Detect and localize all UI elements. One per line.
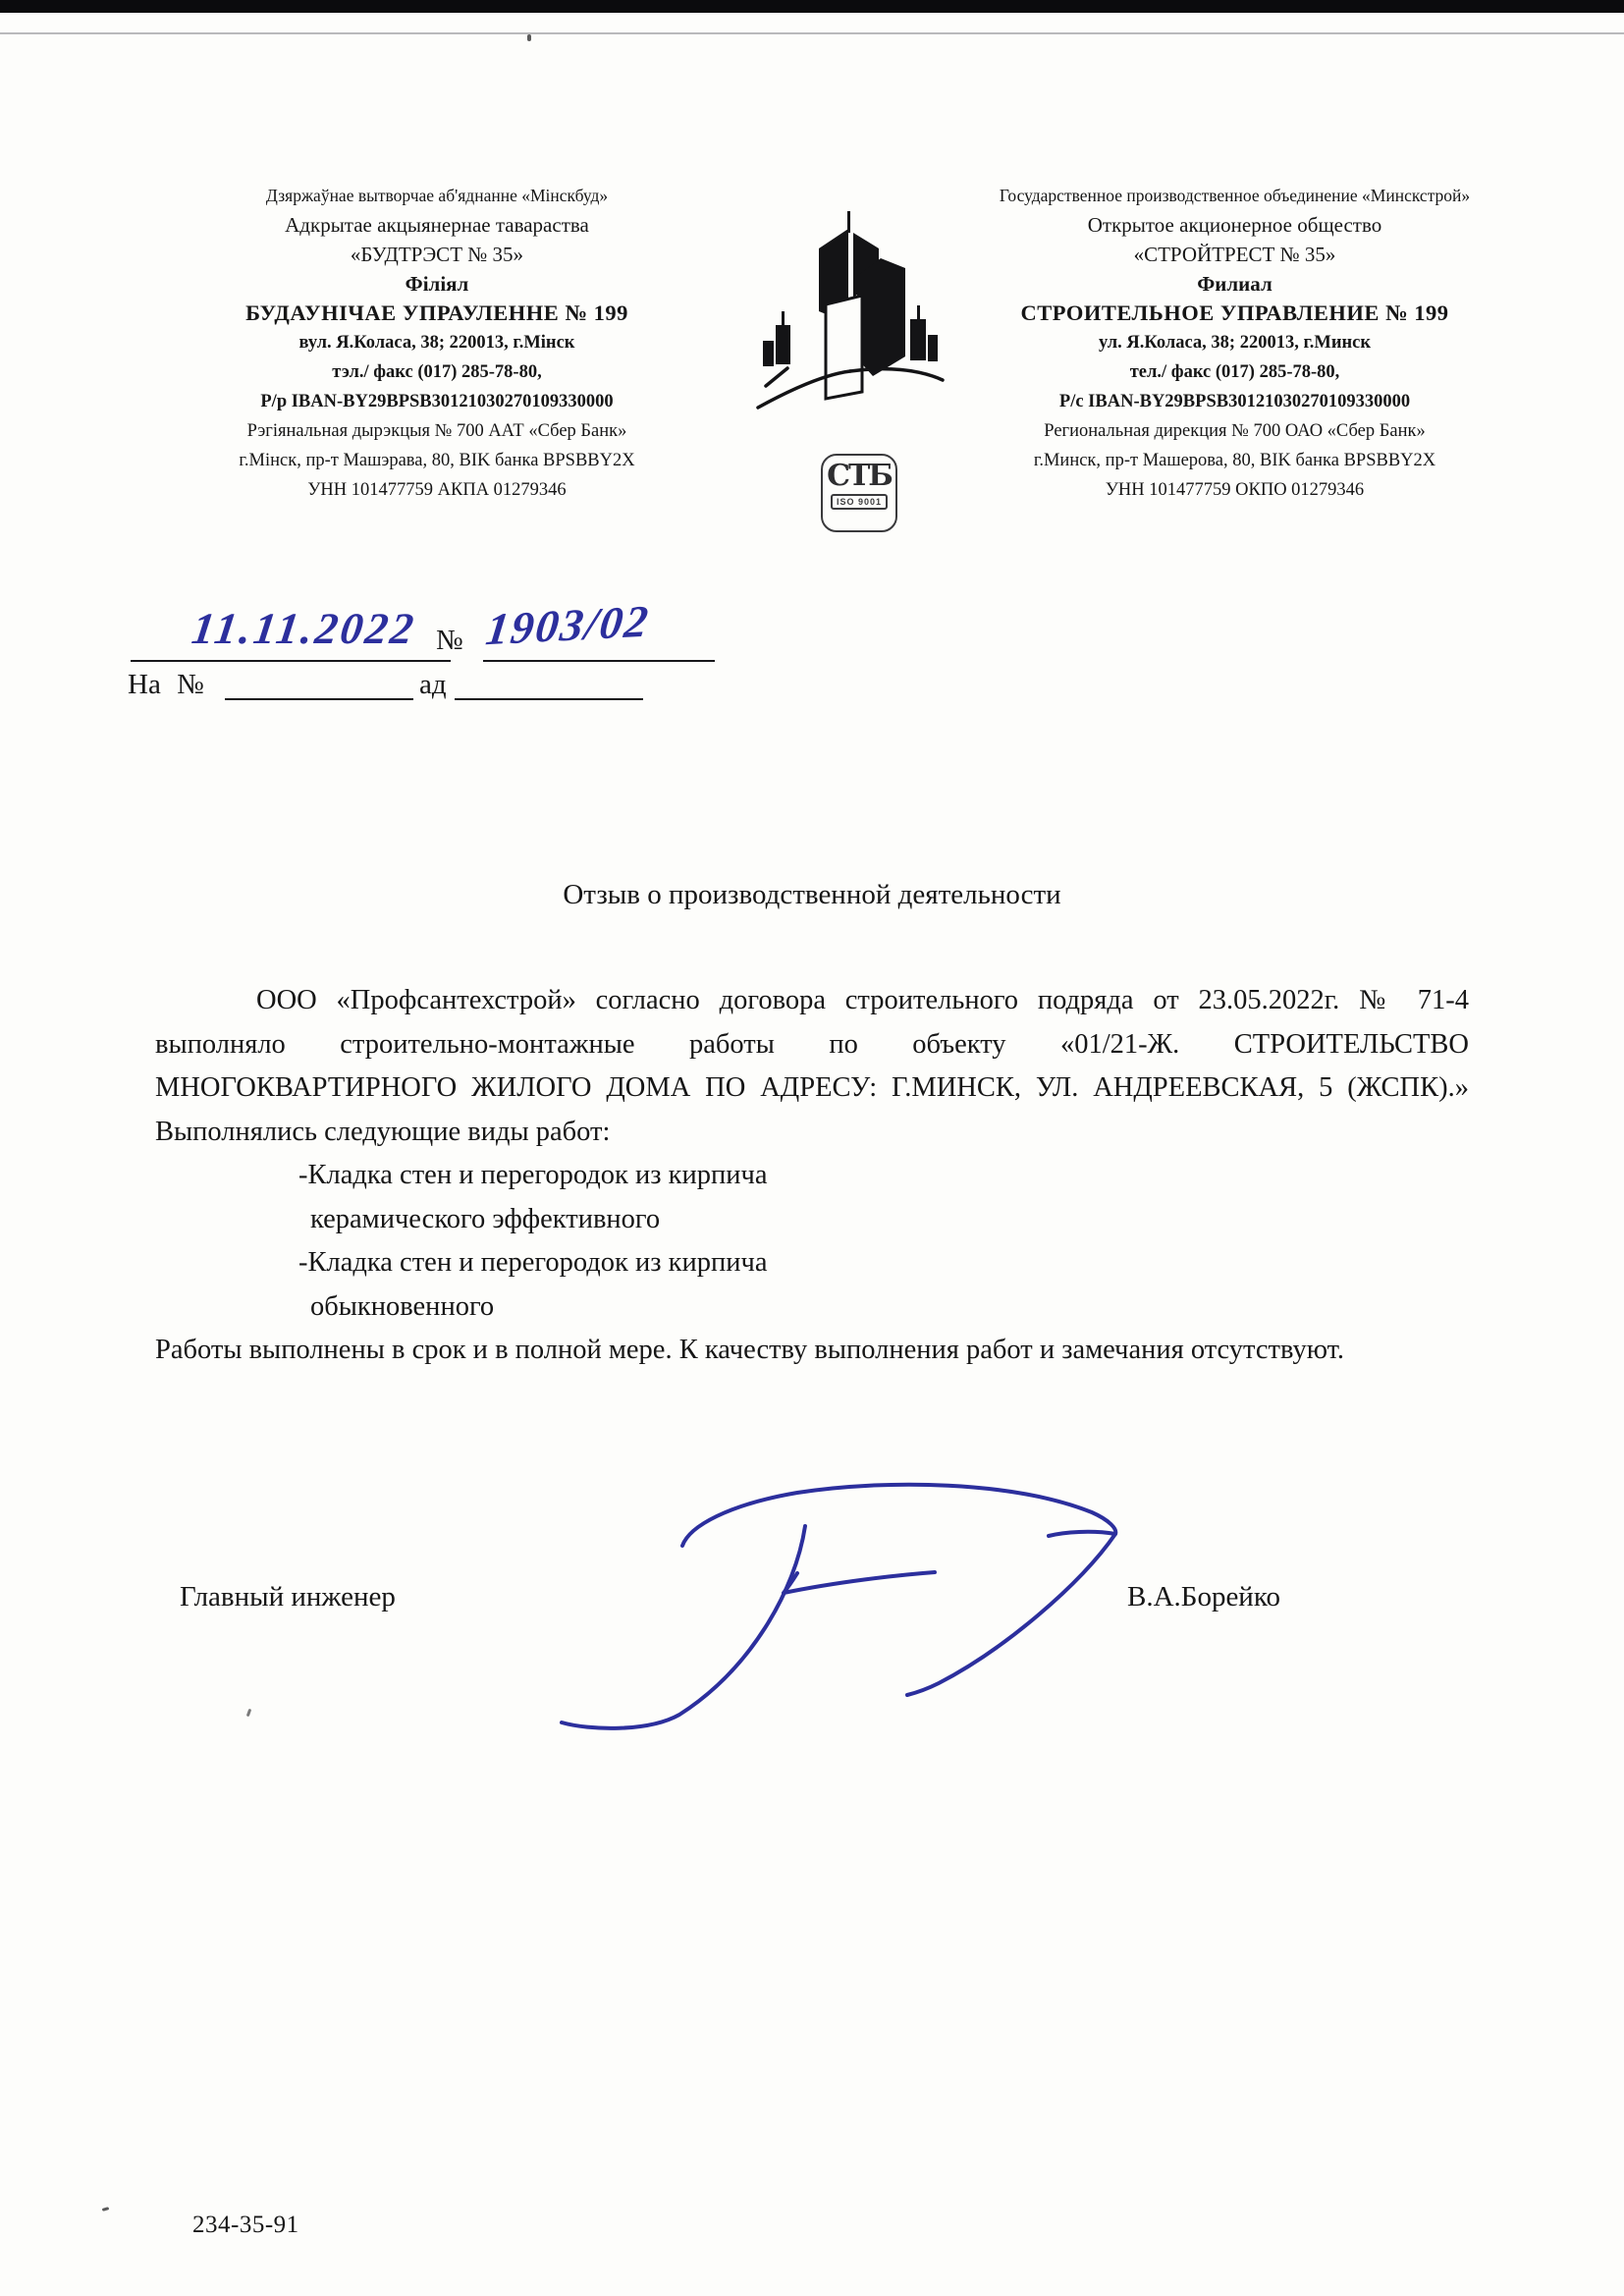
scan-speck	[102, 2207, 110, 2212]
work-item-2-line-1: -Кладка стен и перегородок из кирпича	[298, 1247, 768, 1278]
letter-body	[155, 979, 1469, 1373]
iso-label: ISO 9001	[831, 494, 888, 510]
handwritten-outgoing-number: 1903/02	[483, 595, 653, 655]
reply-date-blank	[455, 698, 643, 700]
address-line: вул. Я.Коласа, 38; 220013, г.Мінск	[298, 333, 575, 353]
scan-fold-line	[0, 32, 1624, 34]
reply-date-label: ад	[419, 669, 447, 700]
bank-address-line: г.Минск, пр-т Машерова, 80, BIK банка BPSBBY2X	[1033, 451, 1436, 470]
work-item-1-line-1: -Кладка стен и перегородок из кирпича	[298, 1160, 768, 1190]
work-item-2-line-2: обыкновенного	[310, 1290, 495, 1322]
reply-to-label: На №	[128, 669, 204, 700]
ids-line: УНН 101477759 ОКПО 01279346	[1105, 480, 1365, 500]
org-type-line: Адкрытае акцыянернае тавараства	[285, 213, 589, 237]
executor-phone: 234-35-91	[192, 2212, 299, 2238]
number-underline	[483, 660, 715, 662]
branch-name: БУДАУНІЧАЕ УПРАУЛЕННЕ № 199	[245, 301, 628, 325]
branch-label: Филиал	[1197, 272, 1272, 296]
handwritten-date: 11.11.2022	[189, 604, 420, 653]
org-name-line: «СТРОЙТРЕСТ № 35»	[1133, 243, 1336, 266]
bank-line: Рэгіянальная дырэкцыя № 700 ААТ «Сбер Банк»	[246, 421, 627, 441]
account-line: Р/р IBAN-BY29BPSB30121030270109330000	[260, 392, 614, 411]
letter-title: Отзыв о производственной деятельности	[563, 879, 1061, 910]
scan-edge-bar	[0, 0, 1624, 13]
org-type-line: Открытое акционерное общество	[1087, 213, 1382, 237]
work-item-1-line-2: керамического эффективного	[310, 1203, 661, 1234]
body-paragraph-1: ООО «Профсантехстрой» согласно договора строительного подряда от 23.05.2022г. № 71-4 выполняло строительно-монтажные работы по объекту «01/21-Ж. СТРОИТЕЛЬСТВО МНОГОКВАРТИРНОГО ЖИЛОГО ДОМА ПО АДРЕСУ: Г.МИНСК, УЛ. АНДРЕЕВСКАЯ, 5 (ЖСПК).» Выполнялись следующие виды работ:	[155, 985, 1469, 1147]
date-underline	[131, 660, 451, 662]
phone-line: тел./ факс (017) 285-78-80,	[1129, 362, 1340, 382]
scan-speck	[527, 34, 531, 41]
branch-label: Філіял	[405, 272, 469, 296]
ids-line: УНН 101477759 АКПА 01279346	[307, 480, 567, 500]
account-line: Р/с IBAN-BY29BPSB30121030270109330000	[1058, 392, 1411, 411]
stb-mark: СТБ	[827, 459, 892, 493]
bank-address-line: г.Мінск, пр-т Машэрава, 80, BIK банка BPSBBY2X	[239, 451, 635, 470]
scan-speck	[246, 1709, 252, 1718]
stb-iso-certification-badge-icon	[821, 454, 897, 532]
branch-name: СТРОИТЕЛЬНОЕ УПРАВЛЕНИЕ № 199	[1020, 301, 1449, 325]
signer-position-title: Главный инженер	[180, 1581, 396, 1613]
signer-name: В.А.Борейко	[1127, 1581, 1280, 1613]
address-line: ул. Я.Коласа, 38; 220013, г.Минск	[1098, 333, 1372, 353]
org-name-line: «БУДТРЭСТ № 35»	[350, 243, 524, 266]
minskstroy-buildings-logo-icon	[756, 209, 945, 423]
org-group-line: Дзяржаўнае вытворчае аб'яднанне «Мінскбуд»	[265, 186, 609, 205]
handwritten-signature	[542, 1475, 1136, 1738]
reply-number-blank	[225, 698, 413, 700]
number-sign-label: №	[436, 625, 463, 656]
letterhead-russian	[933, 181, 1537, 505]
phone-line: тэл./ факс (017) 285-78-80,	[332, 362, 542, 382]
body-paragraph-2: Работы выполнены в срок и в полной мере. К качеству выполнения работ и замечания отсутствуют.	[155, 1335, 1345, 1365]
org-group-line: Государственное производственное объединение «Минскстрой»	[999, 186, 1471, 205]
letterhead-belarusian	[123, 181, 751, 505]
bank-line: Региональная дирекция № 700 ОАО «Сбер Банк»	[1044, 421, 1426, 441]
